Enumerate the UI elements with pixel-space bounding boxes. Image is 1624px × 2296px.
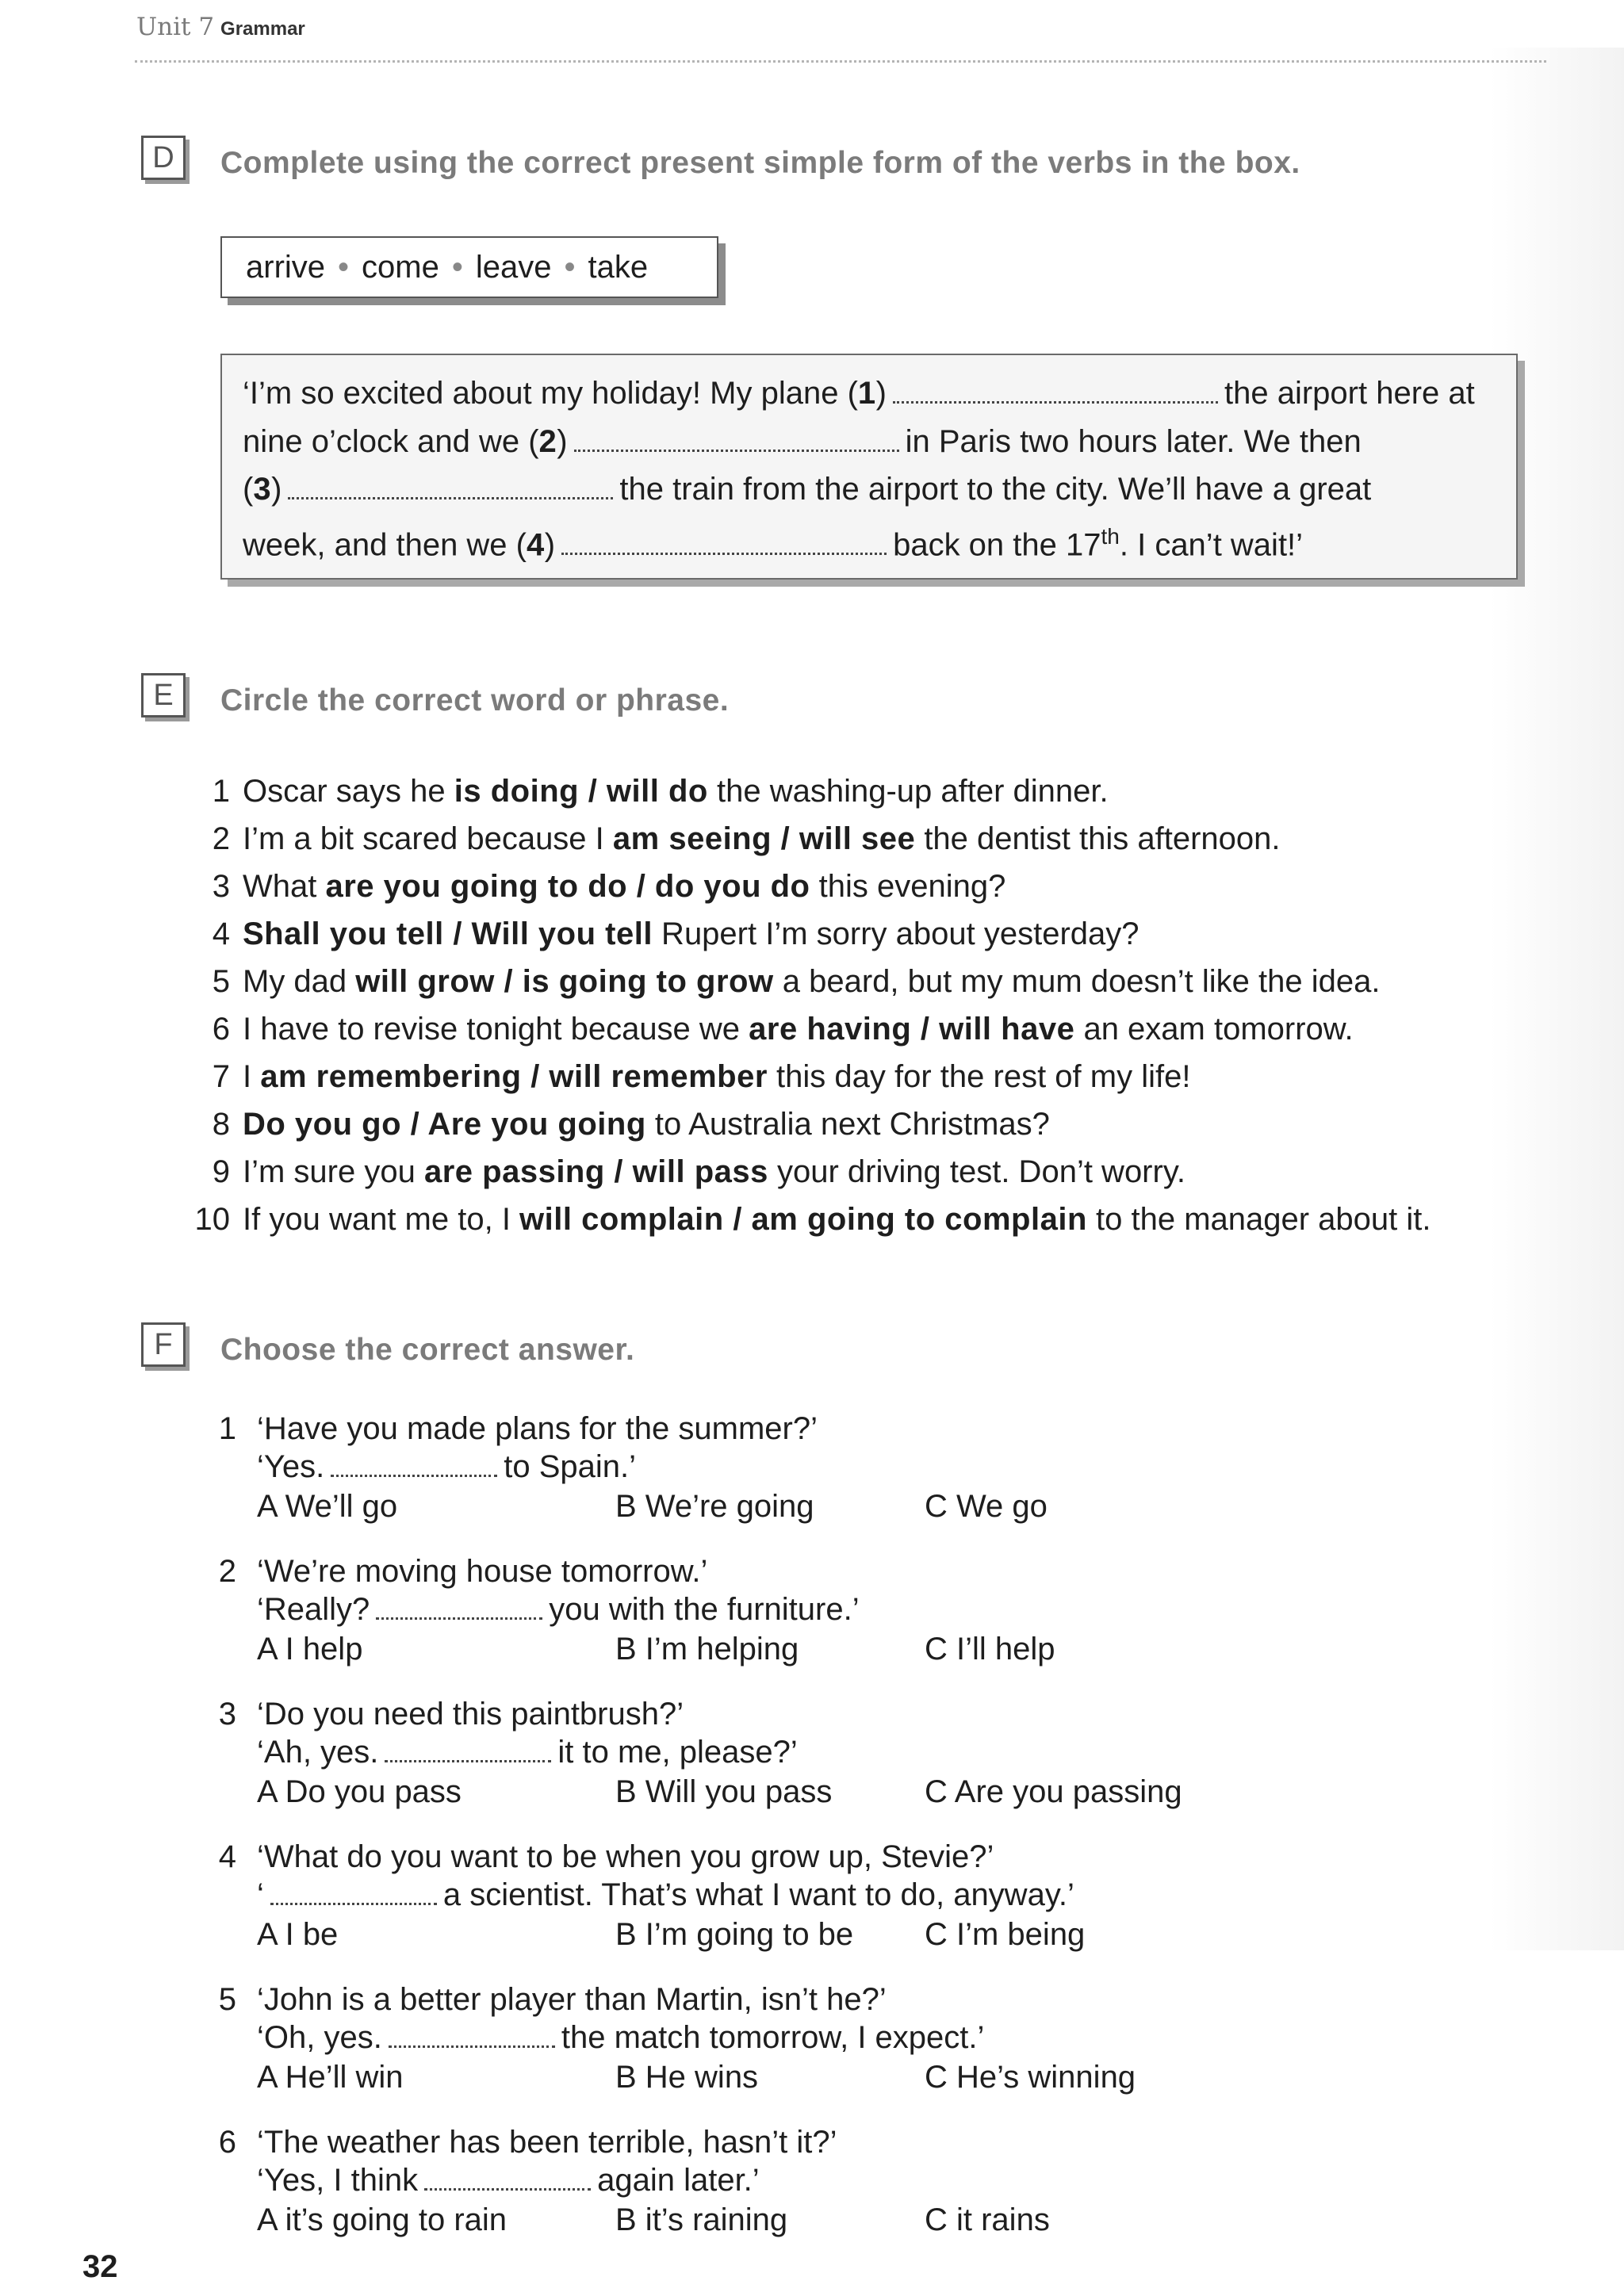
option-b[interactable]: B it’s raining xyxy=(615,2202,788,2237)
section-e-letter: E xyxy=(141,673,186,718)
answer-choices[interactable]: are passing / will pass xyxy=(423,1154,768,1189)
answer-blank[interactable] xyxy=(270,1881,437,1905)
item-number: 2 xyxy=(218,1554,236,1589)
verb-word: come xyxy=(362,250,439,285)
question-text: ‘Have you made plans for the summer?’ xyxy=(257,1411,818,1446)
response-text: ‘Yes. to Spain.’ xyxy=(257,1449,637,1484)
option-c[interactable]: C I’ll help xyxy=(925,1632,1055,1667)
answer-blank[interactable] xyxy=(893,379,1218,404)
answer-blank[interactable] xyxy=(385,1738,551,1762)
answer-choices[interactable]: are you going to do / do you do xyxy=(325,869,810,904)
verb-word: take xyxy=(588,250,649,285)
option-a[interactable]: A He’ll win xyxy=(257,2060,404,2095)
answer-blank[interactable] xyxy=(574,427,899,452)
passage-line: week, and then we (4) back on the 17th. I can’t wait!’ xyxy=(243,524,1304,563)
response-text: ‘Yes, I think again later.’ xyxy=(257,2163,760,2198)
bullet-separator: • xyxy=(564,250,576,285)
section-label: Grammar xyxy=(220,18,305,40)
page-header xyxy=(136,13,305,41)
item-number: 4 xyxy=(218,1839,236,1874)
page-edge-shadow xyxy=(1489,48,1624,1950)
section-d-letter: D xyxy=(141,136,186,180)
bullet-separator: • xyxy=(338,250,350,285)
question-text: ‘What do you want to be when you grow up, Stevie?’ xyxy=(257,1839,994,1874)
response-text: ‘Really? you with the furniture.’ xyxy=(257,1592,860,1627)
option-a[interactable]: A I be xyxy=(257,1917,339,1952)
item-number: 7 xyxy=(212,1059,230,1094)
question-text: ‘Do you need this paintbrush?’ xyxy=(257,1697,684,1732)
item-number: 1 xyxy=(218,1411,236,1446)
item-number: 8 xyxy=(212,1107,230,1142)
section-f-instruction: Choose the correct answer. xyxy=(220,1333,635,1367)
question-text: ‘John is a better player than Martin, isn’t he?’ xyxy=(257,1982,887,2017)
section-d-instruction: Complete using the correct present simple form of the verbs in the box. xyxy=(220,146,1300,180)
item-number: 5 xyxy=(212,964,230,999)
option-a[interactable]: A I help xyxy=(257,1632,363,1667)
option-b[interactable]: B We’re going xyxy=(615,1489,814,1524)
section-e-instruction: Circle the correct word or phrase. xyxy=(220,683,730,718)
item-number: 9 xyxy=(212,1154,230,1189)
answer-choices[interactable]: will complain / am going to complain xyxy=(519,1202,1087,1237)
option-c[interactable]: C We go xyxy=(925,1489,1048,1524)
item-number: 6 xyxy=(212,1012,230,1047)
option-c[interactable]: C I’m being xyxy=(925,1917,1086,1952)
bullet-separator: • xyxy=(451,250,463,285)
answer-choices[interactable]: am remembering / will remember xyxy=(260,1059,768,1094)
verb-word-box xyxy=(220,236,718,298)
option-b[interactable]: B Will you pass xyxy=(615,1774,833,1809)
answer-blank[interactable] xyxy=(424,2166,591,2191)
item-number: 1 xyxy=(212,774,230,809)
item-number: 3 xyxy=(212,869,230,904)
response-text: ‘ a scientist. That’s what I want to do, anyway.’ xyxy=(257,1877,1074,1912)
answer-choices[interactable]: Do you go / Are you going xyxy=(243,1107,646,1142)
verb-word: arrive xyxy=(246,250,326,285)
answer-choices[interactable]: will grow / is going to grow xyxy=(355,964,774,999)
option-a[interactable]: A it’s going to rain xyxy=(257,2202,508,2237)
answer-choices[interactable]: is doing / will do xyxy=(454,774,708,809)
item-number: 6 xyxy=(218,2125,236,2160)
response-text: ‘Ah, yes. it to me, please?’ xyxy=(257,1735,798,1770)
unit-label: Unit 7 xyxy=(136,13,215,41)
passage-line: nine o’clock and we (2) in Paris two hours later. We then xyxy=(243,424,1362,459)
gap-number: 4 xyxy=(527,527,545,563)
answer-blank[interactable] xyxy=(331,1452,497,1477)
answer-choices[interactable]: Shall you tell / Will you tell xyxy=(243,916,653,951)
option-b[interactable]: B I’m helping xyxy=(615,1632,799,1667)
answer-blank[interactable] xyxy=(389,2023,555,2048)
option-a[interactable]: A We’ll go xyxy=(257,1489,398,1524)
answer-blank[interactable] xyxy=(561,530,887,555)
option-c[interactable]: C it rains xyxy=(925,2202,1050,2237)
option-b[interactable]: B He wins xyxy=(615,2060,759,2095)
page-number: 32 xyxy=(82,2249,118,2284)
gap-number: 1 xyxy=(857,376,876,411)
option-b[interactable]: B I’m going to be xyxy=(615,1917,854,1952)
option-c[interactable]: C Are you passing xyxy=(925,1774,1182,1809)
gap-fill-passage xyxy=(220,354,1518,580)
ordinal-suffix: th xyxy=(1101,524,1120,549)
answer-blank[interactable] xyxy=(288,475,613,499)
answer-choices[interactable]: am seeing / will see xyxy=(612,821,916,856)
question-text: ‘The weather has been terrible, hasn’t it?’ xyxy=(257,2125,837,2160)
item-number: 10 xyxy=(194,1202,230,1237)
verb-word: leave xyxy=(475,250,552,285)
header-divider xyxy=(135,60,1546,63)
gap-number: 2 xyxy=(538,424,557,459)
question-text: ‘We’re moving house tomorrow.’ xyxy=(257,1554,708,1589)
response-text: ‘Oh, yes. the match tomorrow, I expect.’ xyxy=(257,2020,985,2055)
option-a[interactable]: A Do you pass xyxy=(257,1774,462,1809)
option-c[interactable]: C He’s winning xyxy=(925,2060,1136,2095)
item-number: 3 xyxy=(218,1697,236,1732)
answer-choices[interactable]: are having / will have xyxy=(749,1012,1075,1047)
passage-line: ‘I’m so excited about my holiday! My plane (1) the airport here at xyxy=(243,376,1475,411)
answer-blank[interactable] xyxy=(376,1595,542,1620)
item-number: 5 xyxy=(218,1982,236,2017)
item-number: 4 xyxy=(212,916,230,951)
gap-number: 3 xyxy=(253,472,272,507)
item-number: 2 xyxy=(212,821,230,856)
passage-line: (3) the train from the airport to the city. We’ll have a great xyxy=(243,472,1372,507)
section-f-letter: F xyxy=(141,1322,186,1367)
